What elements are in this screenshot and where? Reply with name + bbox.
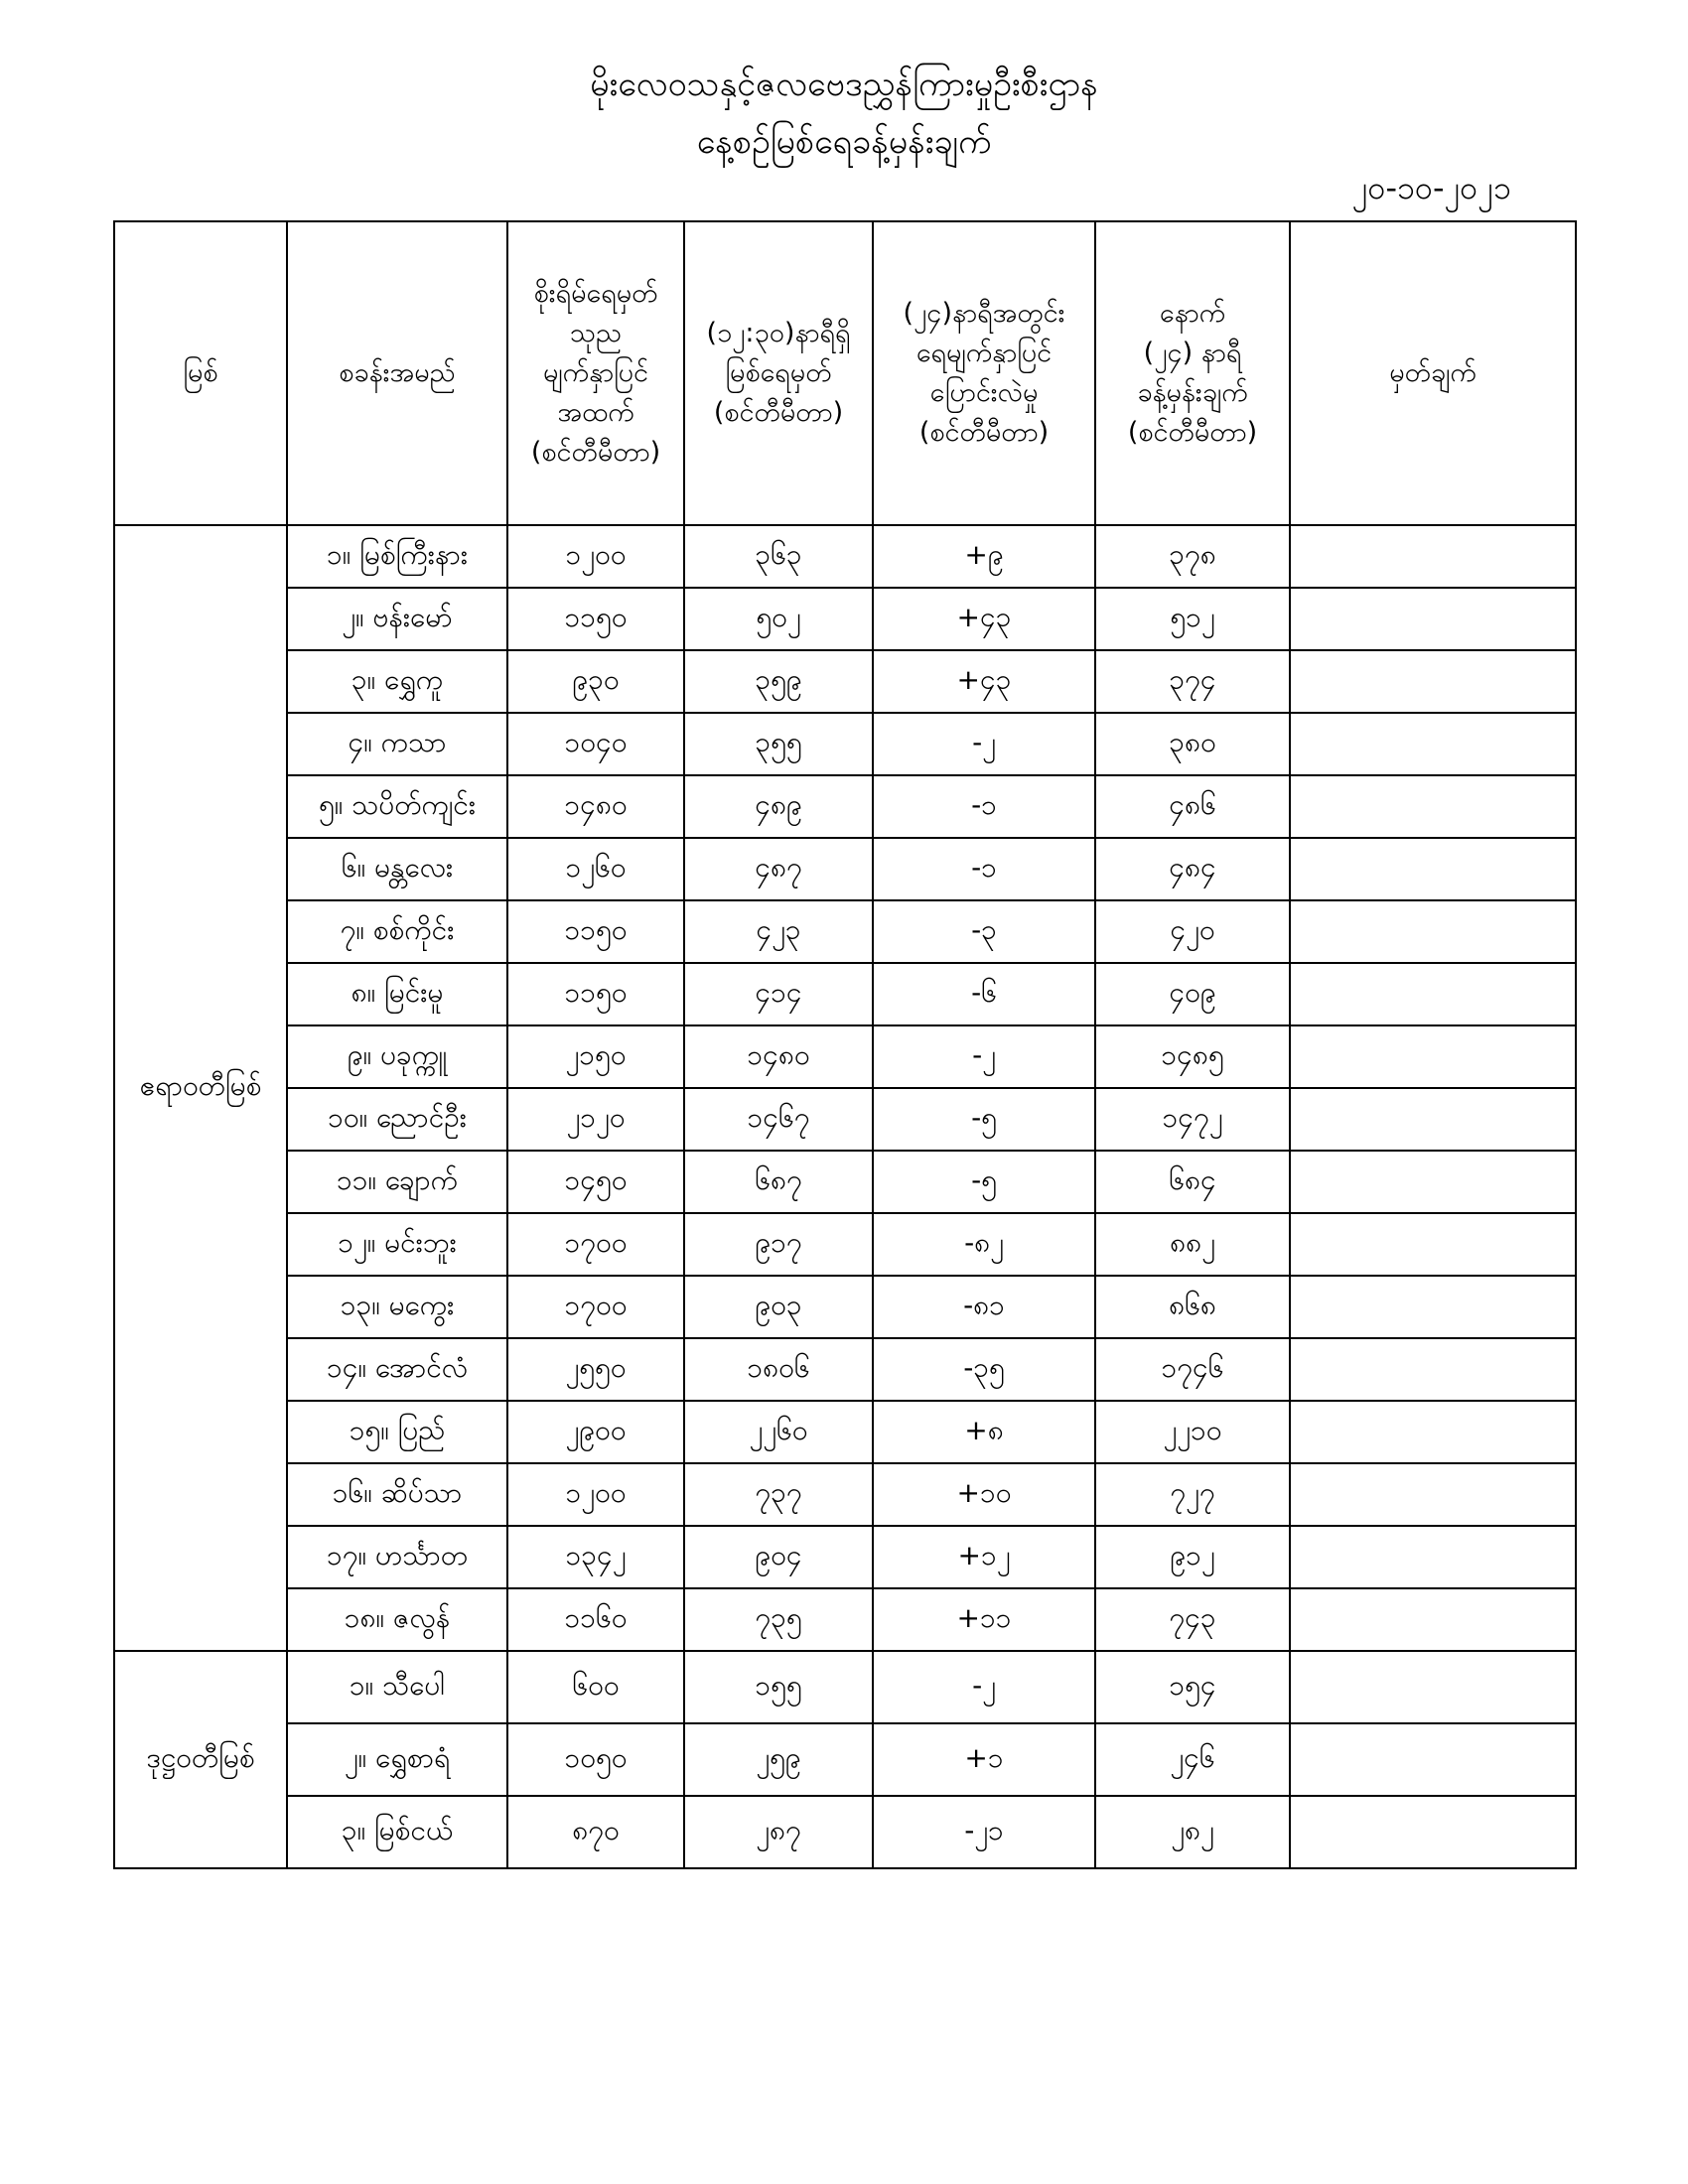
column-header-text: အထက် — [557, 397, 634, 428]
change-cell: -၆ — [873, 963, 1095, 1025]
danger-level-cell: ၁၃၄၂ — [507, 1526, 684, 1588]
forecast-cell: ၄၂၀ — [1095, 900, 1290, 963]
column-header-text: စိုးရိမ်ရေမှတ် — [533, 278, 658, 309]
danger-level-cell: ၁၁၆၀ — [507, 1588, 684, 1651]
current-level-cell: ၂၅၉ — [684, 1723, 873, 1796]
change-cell: -၂ — [873, 1025, 1095, 1088]
station-name-cell: ၂။ ရွှေစာရံ — [287, 1723, 507, 1796]
table-row — [114, 1526, 1576, 1588]
station-name-cell: ၁၃။ မကွေး — [287, 1276, 507, 1338]
station-name-cell: ၉။ ပခုက္ကူ — [287, 1025, 507, 1088]
danger-level-cell: ၆၀၀ — [507, 1651, 684, 1723]
river-forecast-table — [113, 220, 1577, 1869]
change-cell: -၈၂ — [873, 1213, 1095, 1276]
station-name-cell: ၁၄။ အောင်လံ — [287, 1338, 507, 1401]
station-name-cell: ၁၂။ မင်းဘူး — [287, 1213, 507, 1276]
change-cell: -၃ — [873, 900, 1095, 963]
column-header-danger-level — [507, 221, 684, 525]
change-cell: +၁၁ — [873, 1588, 1095, 1651]
report-subtitle: နေ့စဉ်မြစ်ရေခန့်မှန်းချက် — [696, 122, 992, 162]
forecast-cell: ၃၇၈ — [1095, 525, 1290, 588]
remarks-cell — [1290, 1338, 1576, 1401]
current-level-cell: ၃၆၃ — [684, 525, 873, 588]
report-date: ၂၀-၁၀-၂၀၂၁ — [1351, 169, 1511, 206]
current-level-cell: ၂၂၆၀ — [684, 1401, 873, 1463]
danger-level-cell: ၁၇၀၀ — [507, 1276, 684, 1338]
current-level-cell: ၇၃၇ — [684, 1463, 873, 1526]
remarks-cell — [1290, 1651, 1576, 1723]
danger-level-cell: ၁၇၀၀ — [507, 1213, 684, 1276]
danger-level-cell: ၁၄၅၀ — [507, 1151, 684, 1213]
remarks-cell — [1290, 1213, 1576, 1276]
station-name-cell: ၁။ မြစ်ကြီးနား — [287, 525, 507, 588]
remarks-cell — [1290, 650, 1576, 713]
change-cell: +၄၃ — [873, 650, 1095, 713]
change-cell: +၉ — [873, 525, 1095, 588]
column-header-remarks — [1290, 221, 1576, 525]
forecast-cell: ၂၈၂ — [1095, 1796, 1290, 1868]
danger-level-cell: ၈၇၀ — [507, 1796, 684, 1868]
forecast-cell: ၁၅၄ — [1095, 1651, 1290, 1723]
change-cell: -၅ — [873, 1088, 1095, 1151]
current-level-cell: ၄၁၄ — [684, 963, 873, 1025]
danger-level-cell: ၁၂၀၀ — [507, 1463, 684, 1526]
station-name-cell: ၁၀။ ညောင်ဦး — [287, 1088, 507, 1151]
remarks-cell — [1290, 1025, 1576, 1088]
table-row — [114, 838, 1576, 900]
remarks-cell — [1290, 713, 1576, 775]
change-cell: +၄၃ — [873, 588, 1095, 650]
forecast-cell: ၂၄၆ — [1095, 1723, 1290, 1796]
table-row — [114, 1588, 1576, 1651]
forecast-cell: ၄၀၉ — [1095, 963, 1290, 1025]
station-name-cell: ၄။ ကသာ — [287, 713, 507, 775]
table-row — [114, 713, 1576, 775]
river-name-cell: ဧရာဝတီမြစ် — [114, 525, 287, 1651]
forecast-cell: ၂၂၁၀ — [1095, 1401, 1290, 1463]
current-level-cell: ၉၁၇ — [684, 1213, 873, 1276]
forecast-cell: ၇၂၇ — [1095, 1463, 1290, 1526]
remarks-cell — [1290, 1723, 1576, 1796]
station-name-cell: ၁၇။ ဟင်္သာတ — [287, 1526, 507, 1588]
forecast-cell: ၅၁၂ — [1095, 588, 1290, 650]
remarks-cell — [1290, 1088, 1576, 1151]
danger-level-cell: ၁၄၈၀ — [507, 775, 684, 838]
current-level-cell: ၇၃၅ — [684, 1588, 873, 1651]
change-cell: +၁ — [873, 1723, 1095, 1796]
forecast-cell: ၃၇၄ — [1095, 650, 1290, 713]
station-name-cell: ၂။ ဗန်းမော် — [287, 588, 507, 650]
table-body — [114, 525, 1576, 1868]
forecast-cell: ၃၈၀ — [1095, 713, 1290, 775]
danger-level-cell: ၁၁၅၀ — [507, 963, 684, 1025]
column-header-text: ရေမျက်နှာပြင် — [915, 338, 1053, 368]
column-header-text: (စင်တီမီတာ) — [918, 417, 1050, 448]
column-header-text: (စင်တီမီတာ) — [530, 437, 661, 468]
column-header-station — [287, 221, 507, 525]
remarks-cell — [1290, 1276, 1576, 1338]
table-row — [114, 963, 1576, 1025]
table-row — [114, 1401, 1576, 1463]
station-name-cell: ၁၆။ ဆိပ်သာ — [287, 1463, 507, 1526]
station-name-cell: ၃။ ရွှေကူ — [287, 650, 507, 713]
column-header-text: (စင်တီမီတာ) — [713, 397, 844, 428]
danger-level-cell: ၂၁၂၀ — [507, 1088, 684, 1151]
column-header-text: မြစ်ရေမှတ် — [725, 357, 832, 388]
column-header-text: မျက်နှာပြင် — [542, 357, 649, 388]
danger-level-cell: ၂၅၅၀ — [507, 1338, 684, 1401]
column-header-text: မြစ် — [183, 357, 218, 388]
danger-level-cell: ၁၀၅၀ — [507, 1723, 684, 1796]
column-header-current-level — [684, 221, 873, 525]
forecast-cell: ၈၆၈ — [1095, 1276, 1290, 1338]
column-header-text: နောက် — [1159, 298, 1226, 329]
change-cell: -၁ — [873, 775, 1095, 838]
current-level-cell: ၁၄၆၇ — [684, 1088, 873, 1151]
danger-level-cell: ၉၃၀ — [507, 650, 684, 713]
remarks-cell — [1290, 1796, 1576, 1868]
change-cell: -၈၁ — [873, 1276, 1095, 1338]
remarks-cell — [1290, 588, 1576, 650]
remarks-cell — [1290, 1588, 1576, 1651]
forecast-cell: ၄၈၆ — [1095, 775, 1290, 838]
station-name-cell: ၁။ သီပေါ — [287, 1651, 507, 1723]
change-cell: -၁ — [873, 838, 1095, 900]
table-row — [114, 775, 1576, 838]
forecast-cell: ၁၄၇၂ — [1095, 1088, 1290, 1151]
remarks-cell — [1290, 900, 1576, 963]
station-name-cell: ၇။ စစ်ကိုင်း — [287, 900, 507, 963]
station-name-cell: ၆။ မန္တလေး — [287, 838, 507, 900]
table-row — [114, 1796, 1576, 1868]
table-header-row — [114, 221, 1576, 525]
column-header-24h-change — [873, 221, 1095, 525]
change-cell: -၅ — [873, 1151, 1095, 1213]
table-row — [114, 588, 1576, 650]
table-row — [114, 1088, 1576, 1151]
column-header-text: ခန့်မှန်းချက် — [1137, 377, 1248, 408]
danger-level-cell: ၁၀၄၀ — [507, 713, 684, 775]
danger-level-cell: ၂၁၅၀ — [507, 1025, 684, 1088]
current-level-cell: ၄၂၃ — [684, 900, 873, 963]
column-header-text: (၂၄) နာရီ — [1143, 338, 1242, 368]
forecast-cell: ၁၇၄၆ — [1095, 1338, 1290, 1401]
remarks-cell — [1290, 838, 1576, 900]
change-cell: +၁၂ — [873, 1526, 1095, 1588]
change-cell: +၁၀ — [873, 1463, 1095, 1526]
danger-level-cell: ၂၉၀၀ — [507, 1401, 684, 1463]
current-level-cell: ၂၈၇ — [684, 1796, 873, 1868]
danger-level-cell: ၁၂၀၀ — [507, 525, 684, 588]
forecast-cell: ၇၄၃ — [1095, 1588, 1290, 1651]
current-level-cell: ၆၈၇ — [684, 1151, 873, 1213]
forecast-cell: ၄၈၄ — [1095, 838, 1290, 900]
table-row — [114, 1723, 1576, 1796]
change-cell: -၃၅ — [873, 1338, 1095, 1401]
change-cell: -၂ — [873, 713, 1095, 775]
column-header-forecast — [1095, 221, 1290, 525]
remarks-cell — [1290, 775, 1576, 838]
column-header-text: (စင်တီမီတာ) — [1127, 417, 1258, 448]
table-row — [114, 1025, 1576, 1088]
column-header-text: (၁၂:၃၀)နာရီရှိ — [706, 318, 851, 348]
current-level-cell: ၁၈၀၆ — [684, 1338, 873, 1401]
current-level-cell: ၄၈၉ — [684, 775, 873, 838]
current-level-cell: ၁၄၈၀ — [684, 1025, 873, 1088]
current-level-cell: ၁၅၅ — [684, 1651, 873, 1723]
column-header-text: စခန်းအမည် — [339, 357, 456, 388]
forecast-cell: ၁၄၈၅ — [1095, 1025, 1290, 1088]
station-name-cell: ၁၁။ ချောက် — [287, 1151, 507, 1213]
current-level-cell: ၅၀၂ — [684, 588, 873, 650]
forecast-cell: ၆၈၄ — [1095, 1151, 1290, 1213]
station-name-cell: ၈။ မြင်းမူ — [287, 963, 507, 1025]
table-row — [114, 1276, 1576, 1338]
river-name-cell: ဒုဋ္ဌဝတီမြစ် — [114, 1651, 287, 1868]
table-row — [114, 650, 1576, 713]
danger-level-cell: ၁၁၅၀ — [507, 588, 684, 650]
department-title: မိုးလေဝသနှင့်ဇလဗေဒညွှန်ကြားမှုဦးစီးဌာန — [590, 65, 1098, 104]
table-row — [114, 1651, 1576, 1723]
column-header-text: မှတ်ချက် — [1389, 357, 1477, 388]
table-row — [114, 900, 1576, 963]
column-header-river — [114, 221, 287, 525]
current-level-cell: ၄၈၇ — [684, 838, 873, 900]
remarks-cell — [1290, 1526, 1576, 1588]
change-cell: +၈ — [873, 1401, 1095, 1463]
forecast-cell: ၉၁၂ — [1095, 1526, 1290, 1588]
remarks-cell — [1290, 963, 1576, 1025]
station-name-cell: ၁၅။ ပြည် — [287, 1401, 507, 1463]
current-level-cell: ၉၀၄ — [684, 1526, 873, 1588]
remarks-cell — [1290, 1401, 1576, 1463]
remarks-cell — [1290, 1151, 1576, 1213]
change-cell: -၂၁ — [873, 1796, 1095, 1868]
table-row — [114, 1151, 1576, 1213]
station-name-cell: ၃။ မြစ်ငယ် — [287, 1796, 507, 1868]
forecast-cell: ၈၈၂ — [1095, 1213, 1290, 1276]
current-level-cell: ၃၅၅ — [684, 713, 873, 775]
station-name-cell: ၁၈။ ဇလွန် — [287, 1588, 507, 1651]
table-row — [114, 1463, 1576, 1526]
change-cell: -၂ — [873, 1651, 1095, 1723]
column-header-text: (၂၄)နာရီအတွင်း — [903, 298, 1065, 329]
table-row — [114, 525, 1576, 588]
current-level-cell: ၃၅၉ — [684, 650, 873, 713]
table-row — [114, 1213, 1576, 1276]
remarks-cell — [1290, 525, 1576, 588]
station-name-cell: ၅။ သပိတ်ကျင်း — [287, 775, 507, 838]
danger-level-cell: ၁၂၆၀ — [507, 838, 684, 900]
remarks-cell — [1290, 1463, 1576, 1526]
table-row — [114, 1338, 1576, 1401]
danger-level-cell: ၁၁၅၀ — [507, 900, 684, 963]
column-header-text: သုည — [569, 318, 623, 348]
current-level-cell: ၉၀၃ — [684, 1276, 873, 1338]
column-header-text: ပြောင်းလဲမှု — [929, 377, 1039, 408]
